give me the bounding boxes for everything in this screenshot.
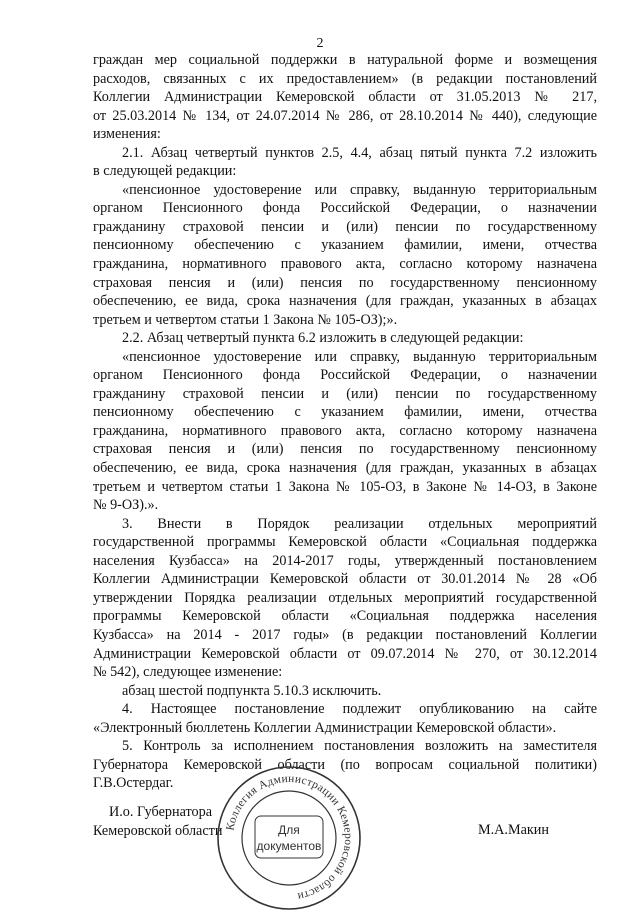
text-line: третьем и четвертом статьи 1 Закона № 105-ОЗ, в Законе № 14-ОЗ, в Законе <box>93 478 597 495</box>
text-line: страховая пенсия и (или) пенсия по государственному пенсионному <box>93 441 597 458</box>
paragraph <box>93 51 597 144</box>
text-line: гражданина, нормативного правового акта, согласно которому назначена <box>93 422 597 439</box>
text-line: гражданину страховой пенсии и (или) пенсии по государственному <box>93 218 597 235</box>
text-line: абзац шестой подпункта 5.10.3 исключить. <box>122 682 382 699</box>
stamp-center-text: Для <box>278 823 300 837</box>
text-line: граждан мер социальной поддержки в натуральной форме и возмещения <box>93 52 597 68</box>
text-line: государственной программы Кемеровской области «Социальная поддержка <box>93 534 597 551</box>
text-line: 3. Внести в Порядок реализации отдельных мероприятий <box>122 515 597 532</box>
signatory-name: М.А.Макин <box>478 822 549 838</box>
paragraph <box>93 144 597 181</box>
stamp-inner-ring <box>242 791 336 885</box>
text-line: пенсионному обеспечению с указанием фамилии, имени, отчества <box>93 404 597 421</box>
text-line: пенсионному обеспечению с указанием фамилии, имени, отчества <box>93 237 597 254</box>
paragraph <box>93 700 597 737</box>
text-line: обеспечению, ее вида, срока назначения (для граждан, указанных в абзацах <box>93 460 597 477</box>
paragraph <box>93 181 597 329</box>
paragraph <box>93 348 597 515</box>
signatory-title-line: Кемеровской области <box>93 822 223 839</box>
text-line: Г.В.Остердаг. <box>93 775 174 792</box>
paragraph <box>93 515 597 682</box>
text-line: 2.1. Абзац четвертый пунктов 2.5, 4.4, абзац пятый пункта 7.2 изложить <box>122 144 597 161</box>
text-line: расходов, связанных с их предоставлением» (в редакции постановлений <box>93 70 597 87</box>
text-line: гражданина, нормативного правового акта, согласно которому назначена <box>93 256 597 273</box>
text-line: гражданину страховой пенсии и (или) пенсии по государственному <box>93 385 597 402</box>
text-line: Администрации Кемеровской области от 09.07.2014 № 270, от 30.12.2014 <box>93 645 597 662</box>
paragraph <box>93 682 597 701</box>
text-line: Губернатора Кемеровской области (по вопросам социальной политики) <box>93 756 597 773</box>
text-line: органом Пенсионного фонда Российской Федерации, о назначении <box>93 200 597 217</box>
text-line: Кузбасса» на 2014 - 2017 годы» (в редакции постановлений Коллегии <box>93 626 597 643</box>
paragraph <box>93 329 597 348</box>
text-line: «Электронный бюллетень Коллегии Администрации Кемеровской области». <box>93 719 557 736</box>
document-body <box>93 51 597 793</box>
text-line: изменения: <box>93 126 161 143</box>
text-line: «пенсионное удостоверение или справку, выданную территориальным <box>122 348 597 365</box>
official-stamp <box>215 764 363 912</box>
stamp-outer-ring <box>218 767 360 909</box>
signatory-title <box>93 803 222 840</box>
text-line: «пенсионное удостоверение или справку, выданную территориальным <box>122 181 597 198</box>
text-line: утверждении Порядка реализации отдельных мероприятий государственной <box>93 589 597 606</box>
text-line: от 25.03.2014 № 134, от 24.07.2014 № 286, от 28.10.2014 № 440), следующие <box>93 107 597 124</box>
page-number: 2 <box>316 36 324 51</box>
text-line: Коллегии Администрации Кемеровской области от 31.05.2013 № 217, <box>93 89 597 106</box>
text-line: № 9-ОЗ).». <box>93 497 159 514</box>
text-line: населения Кузбасса» на 2014-2017 годы, утвержденный постановлением <box>93 552 597 569</box>
text-line: органом Пенсионного фонда Российской Федерации, о назначении <box>93 367 597 384</box>
text-line: 5. Контроль за исполнением постановления возложить на заместителя <box>122 738 597 755</box>
signatory-title-line: И.о. Губернатора <box>109 804 212 820</box>
text-line: Коллегии Администрации Кемеровской области от 30.01.2014 № 28 «Об <box>93 571 597 588</box>
text-line: № 542), следующее изменение: <box>93 664 283 681</box>
text-line: третьем и четвертом статьи 1 Закона № 105-ОЗ);». <box>93 311 398 328</box>
text-line: страховая пенсия и (или) пенсия по государственному пенсионному <box>93 274 597 291</box>
text-line: в следующей редакции: <box>93 163 237 180</box>
text-line: программы Кемеровской области «Социальная поддержка населения <box>93 608 597 625</box>
text-line: обеспечению, ее вида, срока назначения (для граждан, указанных в абзацах <box>93 293 597 310</box>
text-line: 2.2. Абзац четвертый пункта 6.2 изложить в следующей редакции: <box>122 330 524 347</box>
stamp-ring-text: Коллегия Администрации Кемеровской области <box>224 772 355 903</box>
text-line: 4. Настоящее постановление подлежит опубликованию на сайте <box>122 701 597 718</box>
stamp-center-text: документов <box>256 839 322 853</box>
